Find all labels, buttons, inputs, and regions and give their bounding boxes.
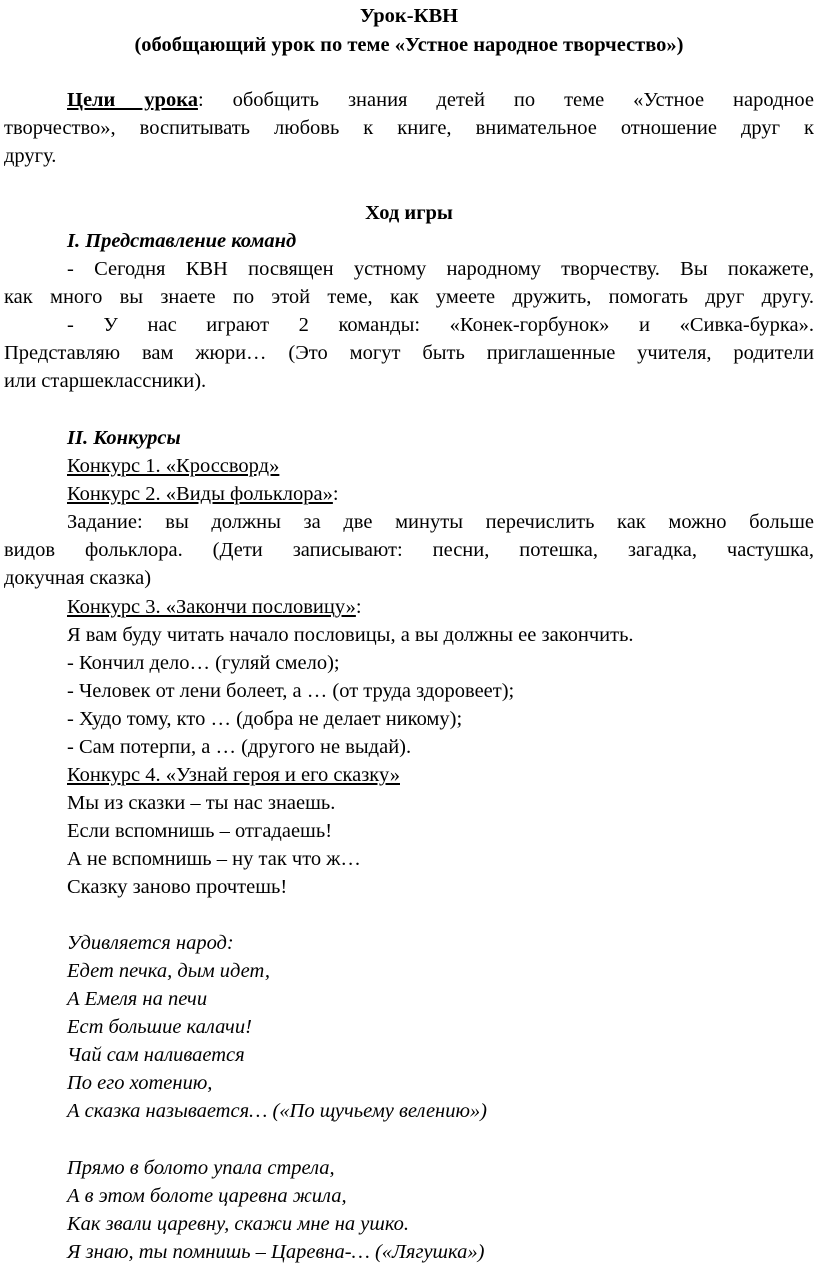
contest-4-label: Конкурс 4. «Узнай героя и его сказку»: [67, 764, 400, 786]
contest-3-label: Конкурс 3. «Закончи пословицу»: [67, 596, 356, 618]
document-title: Урок-КВН: [359, 5, 459, 27]
proverb-intro: Я вам буду читать начало пословицы, а вы должны ее закончить.: [67, 624, 634, 646]
goals-label: Цели урока: [67, 89, 198, 111]
task-line: Задание: вы должны за две минуты перечислить как можно больше: [67, 511, 814, 533]
goals-line-3: другу.: [4, 145, 57, 167]
poem-line: Если вспомнишь – отгадаешь!: [67, 820, 333, 842]
poem-line: Мы из сказки – ты нас знаешь.: [67, 792, 336, 814]
contest-3-colon: :: [355, 596, 362, 618]
contest-4-title: [67, 762, 400, 788]
contest-2-label: Конкурс 2. «Виды фольклора»: [67, 483, 333, 505]
riddle-1-line: Ест большие калачи!: [67, 1016, 252, 1038]
proverb-item: - Кончил дело… (гуляй смело);: [67, 652, 340, 674]
section-1-line: или старшеклассники).: [4, 370, 207, 392]
section-2-title: II. Конкурсы: [67, 427, 181, 449]
goals-line-1: [67, 87, 814, 113]
section-1-line: - Сегодня КВН посвящен устному народному творчеству. Вы покажете,: [67, 258, 814, 280]
riddle-1-line: А сказка называется… («По щучьему велению»): [67, 1100, 487, 1122]
contest-2-title: [67, 481, 339, 507]
riddle-1-line: Едет печка, дым идет,: [67, 960, 270, 982]
goals-line-2: творчество», воспитывать любовь к книге, внимательное отношение друг к: [4, 117, 814, 139]
section-1-line: Представляю вам жюри… (Это могут быть приглашенные учителя, родители: [4, 342, 814, 364]
riddle-2-line: Я знаю, ты помнишь – Царевна-… («Лягушка»): [67, 1241, 485, 1263]
contest-1-label: Конкурс 1. «Кроссворд»: [67, 455, 280, 477]
contest-2-colon: :: [332, 483, 339, 505]
poem-line: А не вспомнишь – ну так что ж…: [67, 848, 361, 870]
section-1-line: - У нас играют 2 команды: «Конек-горбунок» и «Сивка-бурка».: [67, 314, 814, 336]
riddle-1-line: По его хотению,: [67, 1072, 213, 1094]
document-subtitle: (обобщающий урок по теме «Устное народное творчество»): [134, 34, 684, 56]
game-heading: Ход игры: [365, 202, 453, 224]
goals-text-1: : обобщить знания детей по теме «Устное народное: [197, 89, 814, 111]
proverb-item: - Худо тому, кто … (добра не делает никому);: [67, 708, 463, 730]
contest-3-title: [67, 594, 362, 620]
riddle-1-line: Чай сам наливается: [67, 1044, 245, 1066]
riddle-2-line: Как звали царевну, скажи мне на ушко.: [67, 1213, 410, 1235]
proverb-item: - Сам потерпи, а … (другого не выдай).: [67, 736, 412, 758]
riddle-1-line: А Емеля на печи: [67, 988, 208, 1010]
section-1-title: I. Представление команд: [67, 230, 297, 252]
task-line: докучная сказка): [4, 567, 152, 589]
poem-line: Сказку заново прочтешь!: [67, 876, 288, 898]
riddle-2-line: А в этом болоте царевна жила,: [67, 1185, 347, 1207]
contest-1-title: [67, 453, 279, 479]
riddle-2-line: Прямо в болото упала стрела,: [67, 1157, 335, 1179]
riddle-1-line: Удивляется народ:: [67, 932, 234, 954]
proverb-item: - Человек от лени болеет, а … (от труда здоровеет);: [67, 680, 515, 702]
task-line: видов фольклора. (Дети записывают: песни, потешка, загадка, частушка,: [4, 539, 814, 561]
section-1-line: как много вы знаете по этой теме, как умеете дружить, помогать друг другу.: [4, 286, 814, 308]
